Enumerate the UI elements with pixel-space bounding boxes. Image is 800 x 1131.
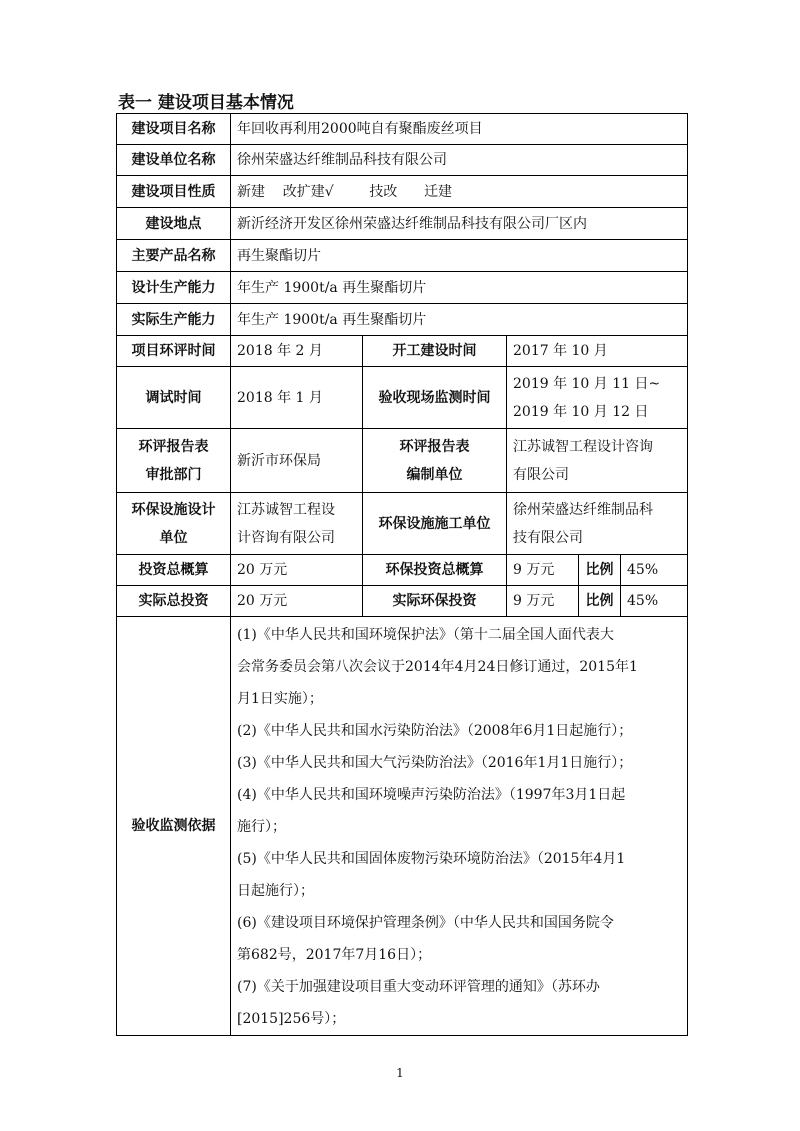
value-investment: 20 万元 bbox=[231, 555, 363, 586]
row-unit-name bbox=[117, 145, 688, 176]
row-env-design bbox=[117, 493, 688, 555]
label-eia-approval-line1: 环评报告表 bbox=[138, 438, 209, 455]
value-env-design-line2: 计咨询有限公司 bbox=[237, 529, 335, 546]
value-project-name: 年回收再利用2000吨自有聚酯废丝项目 bbox=[231, 114, 688, 145]
basis-line: 会常务委员会第八次会议于2014年4月24日修订通过，2015年1 bbox=[237, 659, 638, 675]
label-debug-time: 调试时间 bbox=[117, 367, 231, 429]
label-actual-ratio: 比例 bbox=[579, 586, 621, 617]
basis-line: 施行）； bbox=[237, 819, 286, 835]
value-product: 再生聚酯切片 bbox=[231, 240, 688, 272]
basis-line: [2015]256号）； bbox=[237, 1011, 346, 1027]
project-info-table bbox=[116, 113, 688, 1036]
label-unit-name: 建设单位名称 bbox=[117, 145, 231, 176]
label-design-capacity: 设计生产能力 bbox=[117, 272, 231, 304]
label-eia-approval-line2: 审批部门 bbox=[145, 466, 202, 483]
basis-line: (7)《关于加强建设项目重大变动环评管理的通知》（苏环办 bbox=[237, 979, 600, 995]
basis-line: (2)《中华人民共和国水污染防治法》（2008年6月1日起施行）； bbox=[237, 723, 633, 739]
value-start-time: 2017 年 10 月 bbox=[507, 336, 688, 367]
page-number: 1 bbox=[396, 1066, 404, 1080]
label-location: 建设地点 bbox=[117, 208, 231, 240]
label-eia-compiler-line2: 编制单位 bbox=[406, 466, 463, 483]
label-product: 主要产品名称 bbox=[117, 240, 231, 272]
label-project-nature: 建设项目性质 bbox=[117, 176, 231, 208]
label-basis: 验收监测依据 bbox=[117, 617, 231, 1036]
value-env-investment: 9 万元 bbox=[507, 555, 579, 586]
label-eia-time: 项目环评时间 bbox=[117, 336, 231, 367]
label-env-investment: 环保投资总概算 bbox=[363, 555, 507, 586]
value-actual-ratio: 45% bbox=[621, 586, 688, 617]
label-eia-approval bbox=[117, 429, 231, 493]
row-project-nature bbox=[117, 176, 688, 208]
basis-line: (5)《中华人民共和国固体废物污染环境防治法》（2015年4月1 bbox=[237, 851, 626, 867]
label-investment: 投资总概算 bbox=[117, 555, 231, 586]
value-location: 新沂经济开发区徐州荣盛达纤维制品科技有限公司厂区内 bbox=[231, 208, 688, 240]
label-actual-env-investment: 实际环保投资 bbox=[363, 586, 507, 617]
row-design-capacity bbox=[117, 272, 688, 304]
row-eia-time bbox=[117, 336, 688, 367]
value-eia-time: 2018 年 2 月 bbox=[231, 336, 363, 367]
basis-line: (1)《中华人民共和国环境保护法》（第十二届全国人面代表大 bbox=[237, 627, 614, 643]
label-actual-investment: 实际总投资 bbox=[117, 586, 231, 617]
basis-line: (4)《中华人民共和国环境噪声污染防治法》（1997年3月1日起 bbox=[237, 787, 626, 803]
value-eia-compiler bbox=[507, 429, 688, 493]
value-project-nature: 新建 改扩建√ 技改 迁建 bbox=[231, 176, 688, 208]
value-actual-capacity: 年生产 1900t/a 再生聚酯切片 bbox=[231, 304, 688, 336]
label-monitor-time: 验收现场监测时间 bbox=[363, 367, 507, 429]
basis-line: 月1日实施）； bbox=[237, 691, 323, 707]
value-actual-env-investment: 9 万元 bbox=[507, 586, 579, 617]
row-location bbox=[117, 208, 688, 240]
label-env-construction: 环保设施施工单位 bbox=[363, 493, 507, 555]
row-actual-capacity bbox=[117, 304, 688, 336]
value-actual-investment: 20 万元 bbox=[231, 586, 363, 617]
monitor-time-start: 2019 年 10 月 11 日~ bbox=[513, 375, 661, 392]
row-project-name bbox=[117, 114, 688, 145]
label-project-name: 建设项目名称 bbox=[117, 114, 231, 145]
label-env-design-line1: 环保设施设计 bbox=[131, 501, 216, 518]
value-debug-time: 2018 年 1 月 bbox=[231, 367, 363, 429]
basis-line: (6)《建设项目环境保护管理条例》（中华人民共和国国务院令 bbox=[237, 915, 614, 931]
document-title: 表一 建设项目基本情况 bbox=[118, 93, 294, 113]
value-env-construction-line2: 技有限公司 bbox=[513, 529, 583, 546]
label-env-design-line2: 单位 bbox=[159, 529, 188, 546]
row-actual-investment bbox=[117, 586, 688, 617]
label-ratio: 比例 bbox=[579, 555, 621, 586]
row-debug-time bbox=[117, 367, 688, 429]
value-eia-compiler-line1: 江苏诚智工程设计咨询 bbox=[513, 438, 653, 455]
label-eia-compiler bbox=[363, 429, 507, 493]
basis-line: (3)《中华人民共和国大气污染防治法》（2016年1月1日施行）； bbox=[237, 755, 633, 771]
value-env-construction bbox=[507, 493, 688, 555]
value-env-construction-line1: 徐州荣盛达纤维制品科 bbox=[513, 501, 653, 518]
value-eia-approval: 新沂市环保局 bbox=[231, 429, 363, 493]
value-design-capacity: 年生产 1900t/a 再生聚酯切片 bbox=[231, 272, 688, 304]
value-ratio: 45% bbox=[621, 555, 688, 586]
value-eia-compiler-line2: 有限公司 bbox=[513, 466, 569, 483]
value-basis bbox=[231, 617, 688, 1036]
basis-line: 第682号，2017年7月16日）； bbox=[237, 947, 432, 963]
basis-line: 日起施行）； bbox=[237, 883, 314, 899]
value-monitor-time bbox=[507, 367, 688, 429]
row-investment bbox=[117, 555, 688, 586]
value-unit-name: 徐州荣盛达纤维制品科技有限公司 bbox=[231, 145, 688, 176]
monitor-time-end: 2019 年 10 月 12 日 bbox=[513, 403, 649, 420]
label-actual-capacity: 实际生产能力 bbox=[117, 304, 231, 336]
row-basis bbox=[117, 617, 688, 1036]
value-env-design bbox=[231, 493, 363, 555]
label-start-time: 开工建设时间 bbox=[363, 336, 507, 367]
row-eia-report bbox=[117, 429, 688, 493]
label-env-design bbox=[117, 493, 231, 555]
label-eia-compiler-line1: 环评报告表 bbox=[399, 438, 470, 455]
value-env-design-line1: 江苏诚智工程设 bbox=[237, 501, 335, 518]
row-product bbox=[117, 240, 688, 272]
